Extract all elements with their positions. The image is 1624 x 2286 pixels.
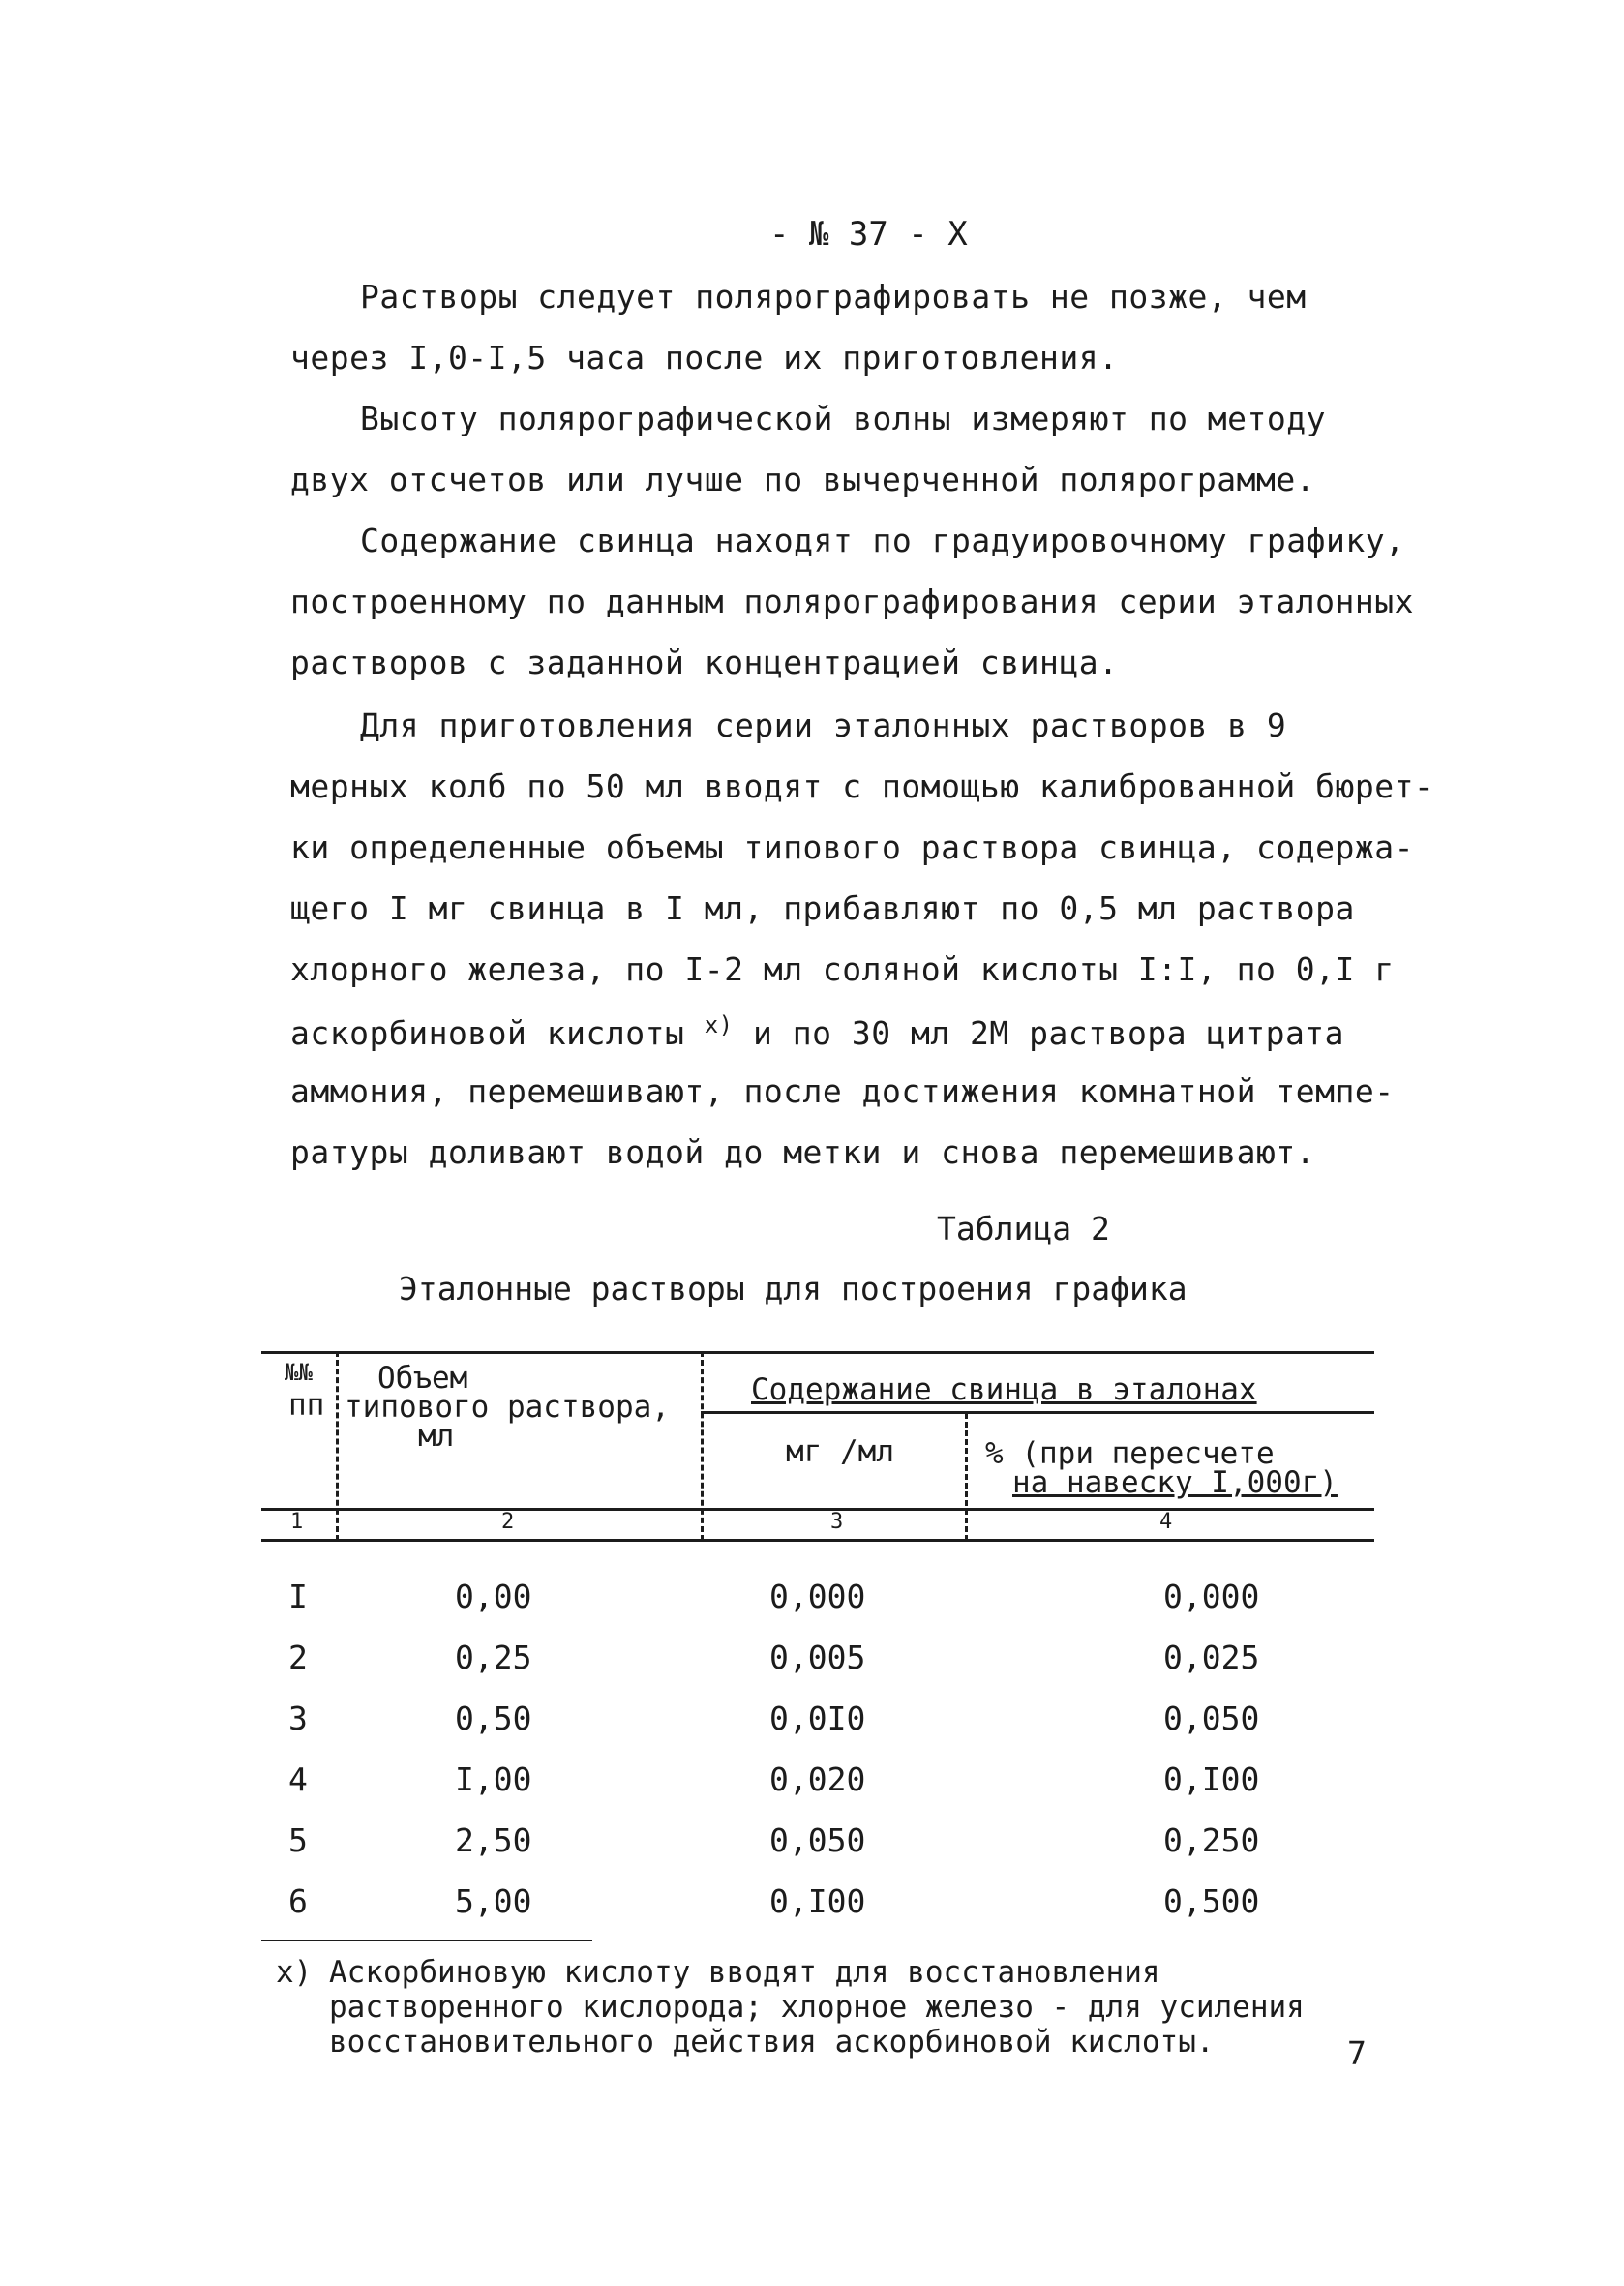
table-cell: 0,050 (1163, 1699, 1260, 1737)
column-divider (336, 1351, 339, 1541)
table-title: Эталонные растворы для построения графика (399, 1270, 1188, 1308)
table-cell: 0,050 (769, 1821, 866, 1859)
table-cell: 2 (288, 1639, 308, 1676)
column-divider (965, 1413, 968, 1541)
paragraph-line: аммония, перемешивают, после достижения комнатной темпе- (290, 1072, 1395, 1110)
footnote-line: растворенного кислорода; хлорное железо - для усиления (329, 1990, 1305, 2025)
table-cell: 0,000 (1163, 1578, 1260, 1615)
table-cell: 0,020 (769, 1760, 866, 1798)
header-lead-content: Содержание свинца в эталонах (751, 1372, 1257, 1407)
table-cell: 5,00 (455, 1882, 532, 1920)
table-cell: 0,250 (1163, 1821, 1260, 1859)
table-cell: 0,500 (1163, 1882, 1260, 1920)
column-number-rule (261, 1539, 1374, 1542)
header-volume: типового раствора, (345, 1390, 670, 1425)
header-mg-per-ml: мг /мл (786, 1434, 894, 1469)
footnote-mark: x) (276, 1955, 313, 1990)
table-cell: 3 (288, 1699, 308, 1737)
table-label: Таблица 2 (937, 1210, 1110, 1248)
paragraph-line: двух отсчетов или лучше по вычерченной полярограмме. (290, 461, 1316, 498)
table-cell: 0,50 (455, 1699, 532, 1737)
table-cell: 0,0I0 (769, 1699, 866, 1737)
paragraph-line: ратуры доливают водой до метки и снова перемешивают. (290, 1133, 1316, 1171)
table-cell: 0,025 (1163, 1639, 1260, 1676)
table-cell: 0,I00 (769, 1882, 866, 1920)
header-volume: мл (418, 1419, 455, 1454)
paragraph-line: Высоту полярографической волны измеряют по методу (360, 400, 1327, 437)
table-cell: 4 (288, 1760, 308, 1798)
column-number: 2 (501, 1510, 515, 1534)
header-volume: Объем (377, 1361, 468, 1396)
column-divider (701, 1351, 704, 1541)
table-cell: I,00 (455, 1760, 532, 1798)
paragraph-line: построенному по данным полярографирования серии эталонных (290, 583, 1414, 620)
table-cell: 2,50 (455, 1821, 532, 1859)
paragraph-line: Для приготовления серии эталонных растворов в 9 (360, 707, 1287, 744)
table-cell: 0,00 (455, 1578, 532, 1615)
header-percent: % (при пересчете (985, 1436, 1275, 1471)
table-cell: 0,005 (769, 1639, 866, 1676)
paragraph-line: Содержание свинца находят по градуировочному графику, (360, 522, 1405, 559)
column-number: 3 (830, 1510, 844, 1534)
paragraph-line (290, 1011, 1344, 1052)
paragraph-text: и по 30 мл 2М раствора цитрата (753, 1014, 1345, 1052)
group-header-rule (701, 1411, 1374, 1414)
table-cell: 5 (288, 1821, 308, 1859)
footnote-reference: x) (704, 1011, 734, 1038)
paragraph-line: Растворы следует полярографировать не позже, чем (360, 278, 1307, 316)
table-cell: 0,I00 (1163, 1760, 1260, 1798)
paragraph-line: щего I мг свинца в I мл, прибавляют по 0,5 мл раствора (290, 889, 1355, 927)
paragraph-line: ки определенные объемы типового раствора свинца, содержа- (290, 828, 1414, 866)
header-percent: на навеску I,000г) (1012, 1465, 1338, 1500)
footnote-rule (261, 1940, 592, 1941)
header-number: пп (288, 1388, 325, 1423)
paragraph-line: хлорного железа, по I-2 мл соляной кислоты I:I, по 0,I г (290, 950, 1395, 988)
table-cell: 0,000 (769, 1578, 866, 1615)
page-header: - № 37 - X (769, 215, 968, 254)
footnote-line: восстановительного действия аскорбиновой кислоты. (329, 2025, 1215, 2060)
table-cell: 6 (288, 1882, 308, 1920)
paragraph-text: аскорбиновой кислоты (290, 1014, 685, 1052)
table-cell: 0,25 (455, 1639, 532, 1676)
header-rule (261, 1508, 1374, 1511)
footnote-line: Аскорбиновую кислоту вводят для восстановления (329, 1955, 1160, 1990)
page-number: 7 (1347, 2034, 1367, 2072)
header-number: №№ (285, 1359, 313, 1386)
paragraph-line: через I,0-I,5 часа после их приготовления. (290, 339, 1119, 376)
table-top-rule (261, 1351, 1374, 1354)
column-number: 1 (290, 1510, 304, 1534)
table-cell: I (288, 1578, 308, 1615)
paragraph-line: растворов с заданной концентрацией свинца. (290, 644, 1119, 681)
paragraph-line: мерных колб по 50 мл вводят с помощью калиброванной бюрет- (290, 767, 1434, 805)
column-number: 4 (1159, 1510, 1173, 1534)
